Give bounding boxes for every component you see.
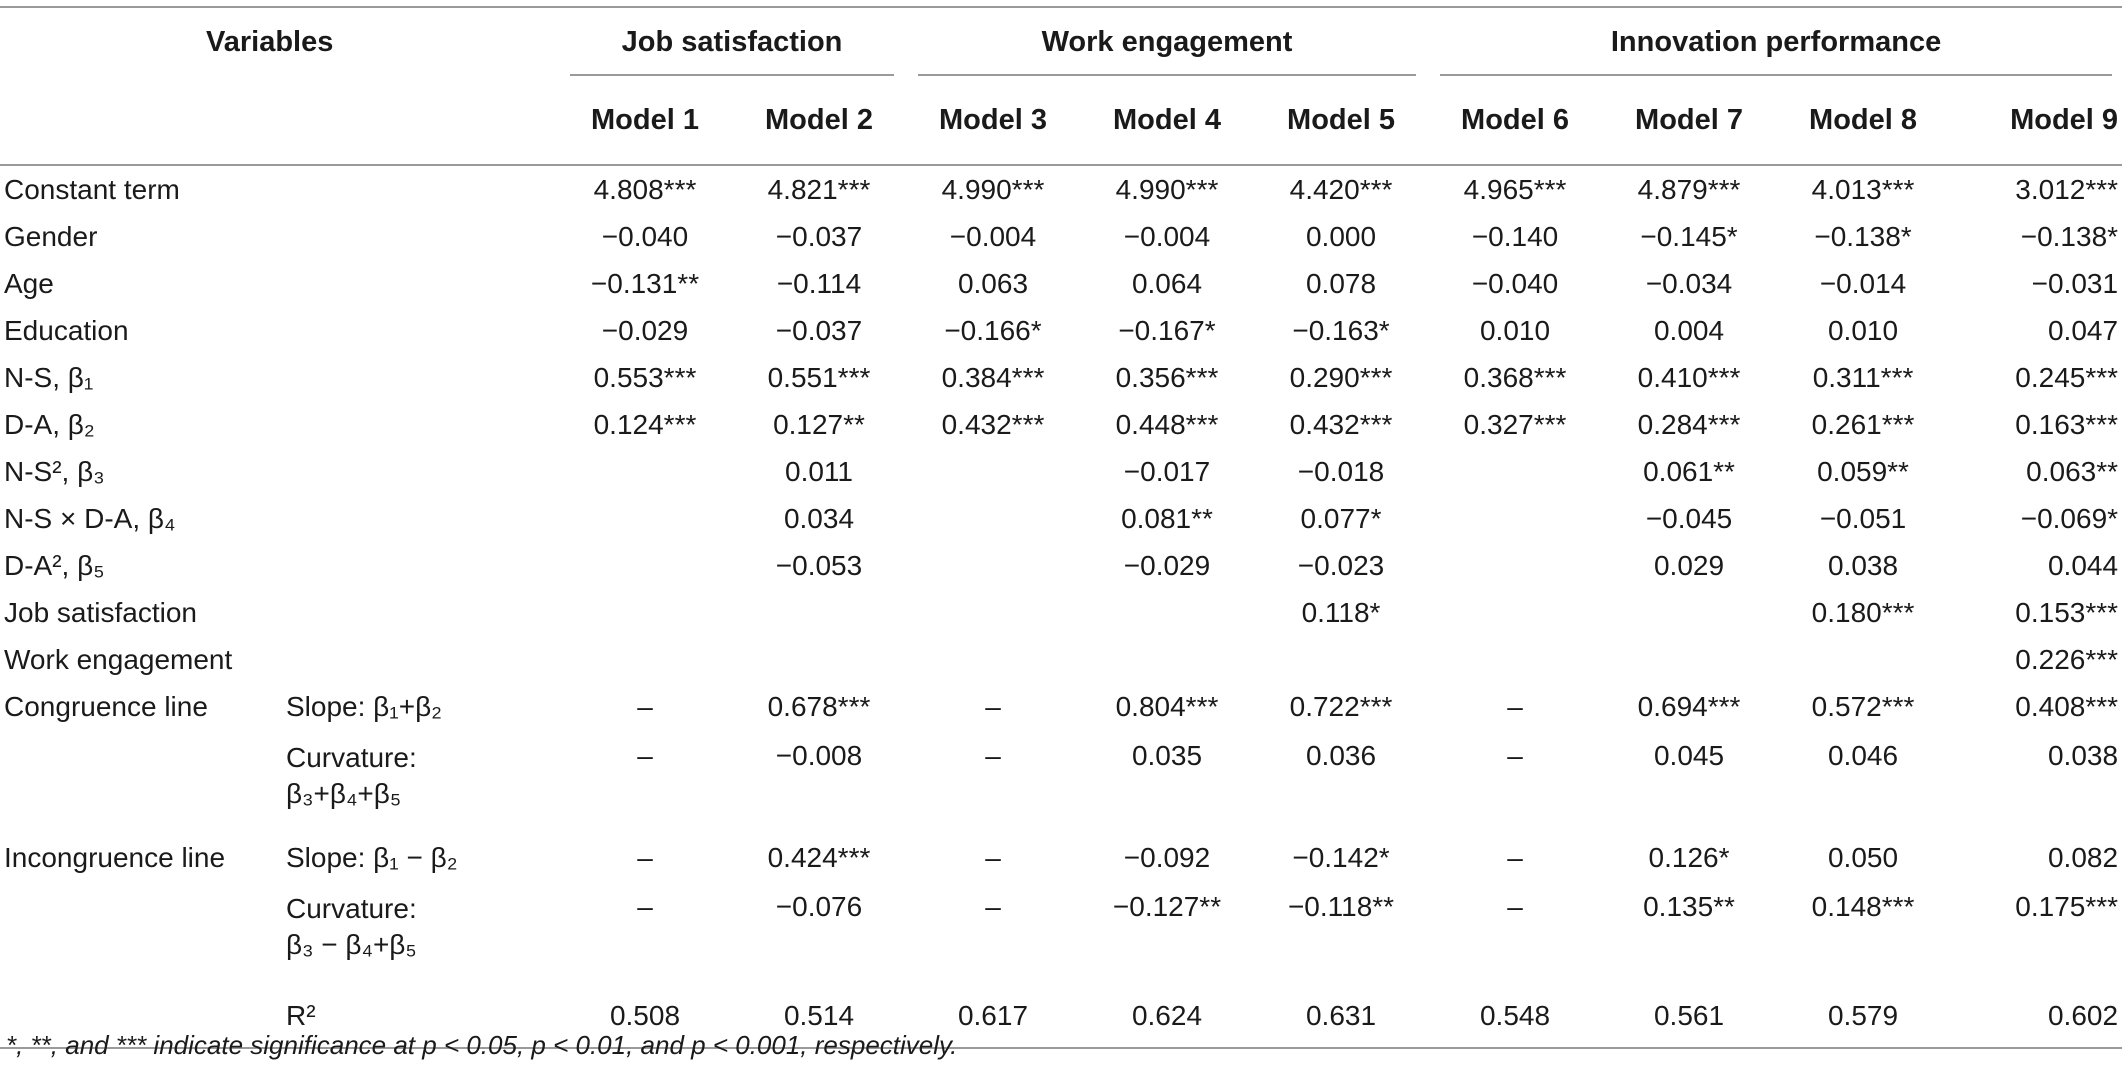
table-cell: 0.126* [1648,841,1730,873]
table-cell: 0.694*** [1637,690,1741,722]
table-cell: 0.311*** [1812,361,1914,393]
table-cell: 0.226*** [2015,643,2119,675]
table-cell: −0.031 [2031,267,2119,299]
table-cell: 0.124*** [593,408,697,440]
table-cell [732,636,906,683]
table-cell: 0.572*** [1811,690,1915,722]
table-cell [558,448,732,495]
table-cell: 0.034 [783,502,855,534]
table-cell [1428,495,1602,542]
table-cell: −0.076 [775,891,863,922]
table-footnote: *, **, and *** indicate significance at p < 0.05, p < 0.01, and p < 0.001, respectively. [6,1030,958,1060]
table-cell [906,495,1080,542]
table-cell: 0.356*** [1115,361,1219,393]
table-cell: 0.245*** [2015,361,2119,393]
table-cell: 4.821*** [767,173,871,205]
table-cell: 0.408*** [2015,690,2119,722]
row-label: D-A², β₅ [4,549,105,581]
table-cell [906,589,1080,636]
table-row [0,730,2122,834]
table-cell: −0.034 [1645,267,1733,299]
table-row [0,401,2122,448]
model-header: Model 2 [732,76,906,165]
table-cell: 0.261*** [1811,408,1915,440]
row-label: Work engagement [4,643,233,675]
table-cell: −0.127** [1112,891,1222,922]
table-cell: −0.040 [601,220,689,252]
table-cell: 0.118* [1301,596,1381,628]
group-innovation-performance: Innovation performance [1428,7,2122,76]
table-cell [906,448,1080,495]
table-cell: – [637,690,653,722]
table-cell: 0.384*** [941,361,1045,393]
table-cell: – [985,740,1001,771]
model-header-row [0,76,2122,165]
table-cell: 0.508 [558,985,732,1048]
table-cell: −0.018 [1297,455,1385,487]
table-cell: 0.148*** [1811,891,1915,922]
table-cell: 0.424*** [767,841,871,873]
table-cell: 0.631 [1254,985,1428,1048]
table-cell: −0.008 [775,740,863,771]
table-cell: −0.140 [1471,220,1559,252]
table-cell: 0.047 [2047,314,2119,346]
table-cell: 0.082 [2047,841,2119,873]
table-cell: 0.553*** [593,361,697,393]
r2-label: R² [278,985,558,1048]
table-cell: 0.077* [1300,502,1382,534]
table-cell [1254,636,1428,683]
row-label: Constant term [4,173,180,205]
table-cell: 0.038 [2047,740,2119,771]
model-header: Model 4 [1080,76,1254,165]
table-cell: −0.023 [1297,549,1385,581]
table-cell: – [985,690,1001,722]
table-row [0,165,2122,213]
row-label: D-A, β₂ [4,408,95,440]
table-cell: 4.990*** [941,173,1045,205]
slope-label: Slope: β₁ − β₂ [286,841,458,873]
table-cell: – [637,891,653,922]
table-cell: −0.163* [1292,314,1390,346]
table-cell: 0.044 [2047,549,2119,581]
table-cell: – [1507,841,1523,873]
table-cell: 0.579 [1776,985,1950,1048]
model-header: Model 8 [1776,76,1950,165]
table-cell [732,589,906,636]
table-cell [558,542,732,589]
table-cell: −0.131** [590,267,700,299]
table-cell: 4.808*** [593,173,697,205]
row-label: Job satisfaction [4,596,197,628]
table-cell [1428,636,1602,683]
table-cell: 0.029 [1653,549,1725,581]
table-row [0,542,2122,589]
table-cell: −0.118** [1287,891,1395,922]
table-cell: 0.602 [1950,985,2122,1048]
row-label: Education [4,314,129,346]
table-cell [558,589,732,636]
curvature-label-line: Curvature: [286,742,417,773]
table-row [0,636,2122,683]
table-cell: – [1507,690,1523,722]
table-cell: −0.051 [1819,502,1907,534]
table-cell: −0.037 [775,220,863,252]
model-header: Model 3 [906,76,1080,165]
table-cell: 0.163*** [2015,408,2119,440]
table-row [0,881,2122,985]
table-cell: 0.059** [1817,455,1909,487]
table-cell: 0.010 [1827,314,1899,346]
table-cell: 0.368*** [1463,361,1567,393]
row-label: Age [4,267,54,299]
model-header: Model 5 [1254,76,1428,165]
table-cell: 0.063 [957,267,1029,299]
curvature-label-line: Curvature: [286,893,417,924]
table-cell: 0.081** [1121,502,1213,534]
table-cell [1080,589,1254,636]
table-cell: 4.013*** [1811,173,1915,205]
table-cell: 0.061** [1643,455,1735,487]
table-cell: – [985,841,1001,873]
group-work-engagement: Work engagement [906,7,1428,76]
table-cell: −0.053 [775,549,863,581]
model-header: Model 9 [1950,76,2122,165]
table-cell: 0.327*** [1463,408,1567,440]
table-cell: 0.046 [1827,740,1899,771]
table-cell: −0.037 [775,314,863,346]
table-cell: −0.014 [1819,267,1907,299]
table-cell: −0.092 [1123,841,1211,873]
table-cell: 0.410*** [1637,361,1741,393]
table-row [0,354,2122,401]
table-cell: 0.284*** [1637,408,1741,440]
table-cell: 0.050 [1827,841,1899,873]
table-cell [1428,589,1602,636]
table-cell: 0.036 [1305,740,1377,771]
table-row [0,834,2122,881]
table-row [0,495,2122,542]
table-cell: 0.078 [1305,267,1377,299]
table-cell: 0.551*** [767,361,871,393]
table-row [0,589,2122,636]
table-row [0,683,2122,730]
regression-table [0,6,2122,1049]
table-cell: −0.142* [1292,841,1390,873]
table-cell [1602,589,1776,636]
table-cell: −0.114 [776,267,862,299]
table-cell: 4.965*** [1463,173,1567,205]
table-cell [906,636,1080,683]
table-row [0,448,2122,495]
table-cell: 0.548 [1428,985,1602,1048]
table-cell: −0.167* [1118,314,1216,346]
row-label: Gender [4,220,98,252]
table-cell: – [1507,740,1523,771]
table-cell: −0.166* [944,314,1042,346]
table-cell: 0.153*** [2015,596,2119,628]
row-label: N-S × D-A, β₄ [4,502,176,534]
table-cell: −0.029 [601,314,689,346]
table-cell: 4.420*** [1289,173,1393,205]
empty-cell [0,881,278,985]
table-cell [1776,636,1950,683]
table-row [0,260,2122,307]
row-label: N-S, β₁ [4,361,94,393]
table-cell: 0.617 [906,985,1080,1048]
table-cell: 0.432*** [941,408,1045,440]
table-cell [558,636,732,683]
curvature-formula: β₃ − β₄+β₅ [286,929,417,960]
table-cell: 0.038 [1827,549,1899,581]
table-cell: 4.879*** [1637,173,1741,205]
table-cell: 0.127** [773,408,865,440]
table-cell: 0.804*** [1115,690,1219,722]
table-cell: 0.722*** [1289,690,1393,722]
table-cell: 0.624 [1080,985,1254,1048]
table-cell: 0.432*** [1289,408,1393,440]
model-header: Model 6 [1428,76,1602,165]
table-cell: – [1507,891,1523,922]
table-cell: – [637,841,653,873]
table-cell: −0.017 [1123,455,1211,487]
table-cell: 0.045 [1653,740,1725,771]
table-cell: 0.063** [2026,455,2119,487]
table-cell [1428,542,1602,589]
line-label: Congruence line [4,690,208,722]
group-header-row [0,7,2122,76]
table-cell: 0.010 [1479,314,1551,346]
table-cell: 3.012*** [2015,173,2119,205]
table-cell: 0.175*** [2015,891,2119,922]
row-label: N-S², β₃ [4,455,105,487]
table-cell: 0.561 [1602,985,1776,1048]
table-cell: 0.514 [732,985,906,1048]
table-cell [1602,636,1776,683]
table-cell: 0.135** [1643,891,1735,922]
table-cell: 0.180*** [1811,596,1915,628]
curvature-label [278,730,558,834]
model-header: Model 1 [558,76,732,165]
table-cell: −0.029 [1123,549,1211,581]
table-cell: 0.448*** [1115,408,1219,440]
table-cell [558,495,732,542]
table-cell: 0.000 [1305,220,1377,252]
table-cell: −0.045 [1645,502,1733,534]
empty-cell [0,730,278,834]
line-label: Incongruence line [4,841,226,873]
table-cell: −0.138* [2020,220,2119,252]
table-cell: 4.990*** [1115,173,1219,205]
table-cell: 0.678*** [767,690,871,722]
model-header: Model 7 [1602,76,1776,165]
table-cell [1428,448,1602,495]
curvature-formula: β₃+β₄+β₅ [286,778,402,809]
table-cell: −0.004 [1123,220,1211,252]
table-cell: −0.138* [1814,220,1912,252]
variables-header: Variables [206,25,334,58]
table-cell: 0.064 [1131,267,1203,299]
table-cell: – [637,740,653,771]
table-cell: −0.040 [1471,267,1559,299]
slope-label: Slope: β₁+β₂ [286,690,443,722]
table-cell: −0.004 [949,220,1037,252]
table-cell [1080,636,1254,683]
table-cell: – [985,891,1001,922]
table-row [0,213,2122,260]
table-cell: −0.145* [1640,220,1738,252]
table-cell: 0.290*** [1289,361,1393,393]
table-cell: 0.035 [1131,740,1203,771]
table-cell: 0.004 [1653,314,1725,346]
table-cell: 0.011 [785,455,853,487]
curvature-label [278,881,558,985]
table-cell: −0.069* [2020,502,2119,534]
table-cell [906,542,1080,589]
group-job-satisfaction: Job satisfaction [558,7,906,76]
table-row [0,307,2122,354]
